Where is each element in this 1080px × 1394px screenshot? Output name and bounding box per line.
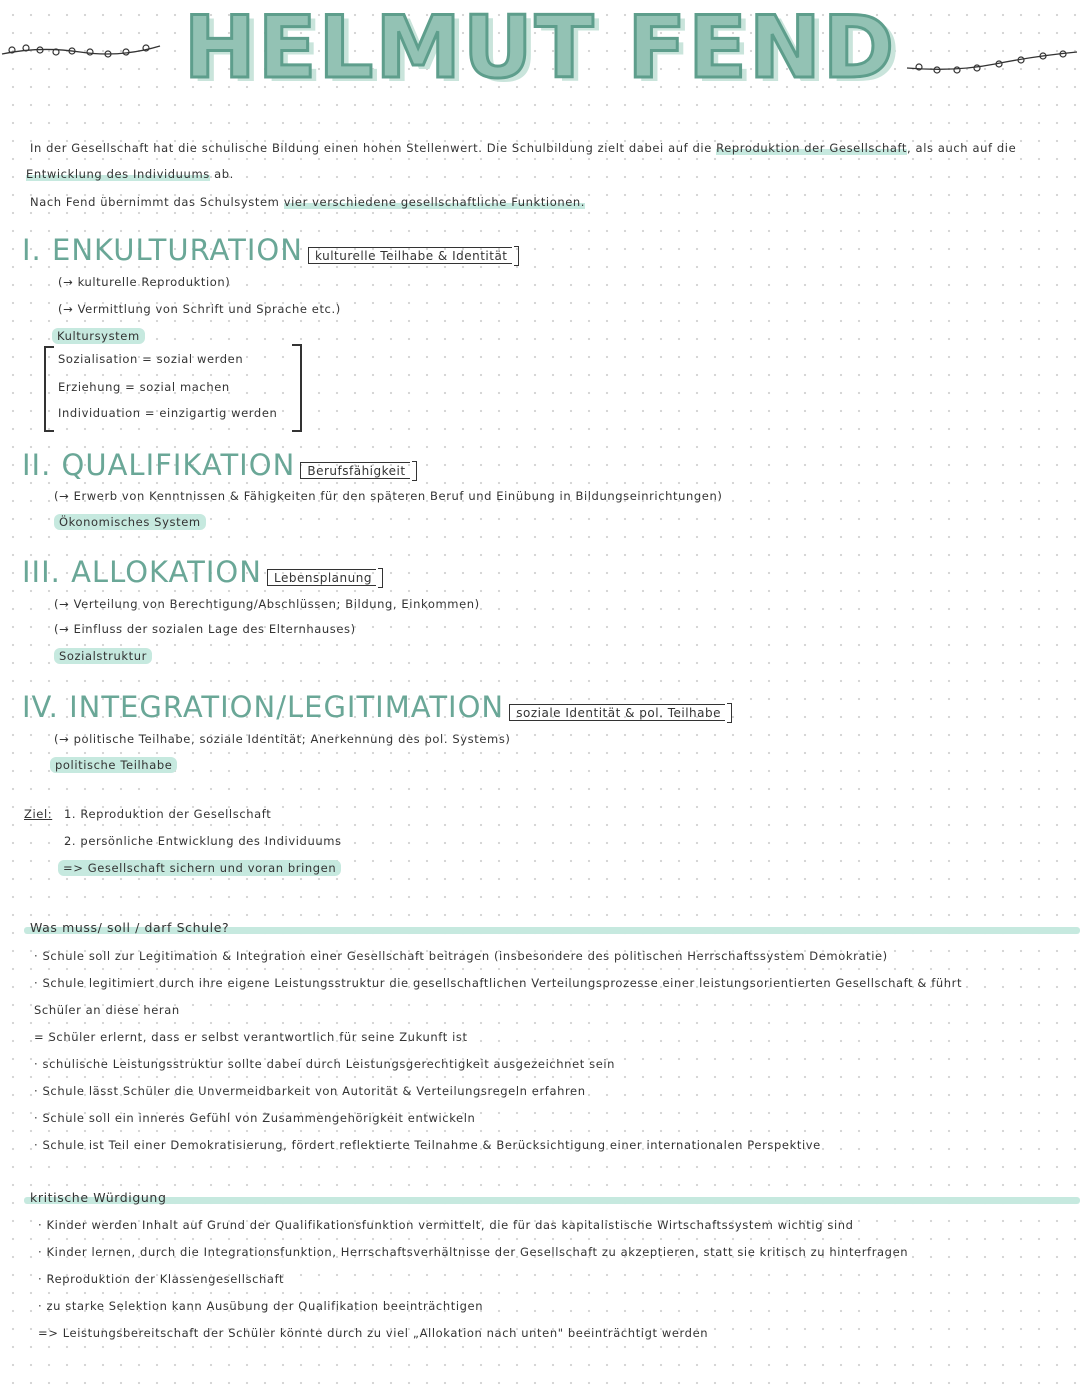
intro-line-2 xyxy=(26,167,234,181)
system-badge: Ökonomisches System xyxy=(54,514,206,530)
list-item: = Schüler erlernt, dass er selbst verantwortlich für seine Zukunft ist xyxy=(34,1030,468,1044)
page-title: HELMUT FEND xyxy=(183,0,897,98)
section-tag: Lebensplanung xyxy=(267,569,376,586)
section-point: (→ Einfluss der sozialen Lage des Elternhauses) xyxy=(54,622,356,636)
section-enkulturation-header xyxy=(22,233,519,267)
list-item: => Leistungsbereitschaft der Schüler könnte durch zu viel „Allokation nach unten" beeinträchtigt werden xyxy=(38,1326,709,1340)
system-badge: Kultursystem xyxy=(52,328,145,344)
intro-line-3 xyxy=(30,195,585,209)
intro-text: In der Gesellschaft hat die schulische Bildung einen hohen Stellenwert. Die Schulbildung zielt dabei auf die xyxy=(30,141,717,155)
list-item: · Schule lässt Schüler die Unvermeidbarkeit von Autorität & Verteilungsregeln erfahren xyxy=(34,1084,586,1098)
section-point: (→ politische Teilhabe, soziale Identität; Anerkennung des pol. Systems) xyxy=(54,732,511,746)
section-allokation-header xyxy=(22,555,383,589)
intro-text: , als auch auf die xyxy=(907,141,1017,155)
list-item: · schulische Leistungsstruktur sollte dabei durch Leistungsgerechtigkeit ausgezeichnet sein xyxy=(34,1057,616,1071)
definition-item: Individuation = einzigartig werden xyxy=(58,406,278,420)
section-point: (→ kulturelle Reproduktion) xyxy=(58,275,231,289)
ziel-result: => Gesellschaft sichern und voran bringen xyxy=(58,860,341,876)
section-heading: II. QUALIFIKATION xyxy=(22,448,296,482)
section-point: (→ Verteilung von Berechtigung/Abschlüssen; Bildung, Einkommen) xyxy=(54,597,480,611)
list-item: · Schule legitimiert durch ihre eigene Leistungsstruktur die gesellschaftlichen Verteilungsprozesse einer leistungsorientierten Gesellschaft & führt xyxy=(34,976,963,990)
list-item: Schüler an diese heran xyxy=(34,1003,180,1017)
list-item: · Schule soll zur Legitimation & Integration einer Gesellschaft beitragen (insbesondere des politischen Herrschaftssystem Demokratie) xyxy=(34,949,888,963)
definition-item: Erziehung = sozial machen xyxy=(58,380,230,394)
intro-line-1 xyxy=(30,141,1016,155)
vine-right-decoration xyxy=(905,40,1080,80)
section-divider xyxy=(24,1197,1080,1204)
intro-highlight: Reproduktion der Gesellschaft xyxy=(716,141,908,155)
section-integration-header xyxy=(22,690,732,724)
intro-highlight: Entwicklung des Individuums xyxy=(26,167,210,181)
section-tag: soziale Identität & pol. Teilhabe xyxy=(509,704,725,721)
list-item: · zu starke Selektion kann Ausübung der Qualifikation beeinträchtigen xyxy=(38,1299,484,1313)
list-item: · Schule ist Teil einer Demokratisierung, fördert reflektierte Teilnahme & Berücksichtigung einer internationalen Perspektive xyxy=(34,1138,821,1152)
list-item: · Kinder lernen, durch die Integrationsfunktion, Herrschaftsverhältnisse der Gesellschaft zu akzeptieren, statt sie kritisch zu hinterfragen xyxy=(38,1245,909,1259)
list-item: · Kinder werden Inhalt auf Grund der Qualifikationsfunktion vermittelt, die für das kapitalistische Wirtschaftssystem wichtig sind xyxy=(38,1218,854,1232)
section-heading: III. ALLOKATION xyxy=(22,555,262,589)
vine-left-decoration xyxy=(0,36,170,66)
ziel-item: 2. persönliche Entwicklung des Individuums xyxy=(64,834,342,848)
section-heading: I. ENKULTURATION xyxy=(22,233,303,267)
system-badge: politische Teilhabe xyxy=(50,757,177,773)
ziel-item: 1. Reproduktion der Gesellschaft xyxy=(64,807,272,821)
section-tag: Berufsfähigkeit xyxy=(300,462,409,479)
intro-highlight: vier verschiedene gesellschaftliche Funktionen. xyxy=(283,195,586,209)
intro-text: ab. xyxy=(209,167,234,181)
section-tag: kulturelle Teilhabe & Identität xyxy=(308,247,511,264)
bracket-left xyxy=(44,346,54,432)
was-schule-heading: Was muss/ soll / darf Schule? xyxy=(30,920,230,935)
section-point: (→ Vermittlung von Schrift und Sprache etc.) xyxy=(58,302,341,316)
section-heading: IV. INTEGRATION/LEGITIMATION xyxy=(22,690,505,724)
bracket-right xyxy=(292,344,302,432)
section-qualifikation-header xyxy=(22,448,417,482)
kritik-heading: kritische Würdigung xyxy=(30,1190,167,1205)
list-item: · Schule soll ein inneres Gefühl von Zusammengehörigkeit entwickeln xyxy=(34,1111,476,1125)
intro-text: Nach Fend übernimmt das Schulsystem xyxy=(30,195,284,209)
list-item: · Reproduktion der Klassengesellschaft xyxy=(38,1272,285,1286)
system-badge: Sozialstruktur xyxy=(54,648,152,664)
section-point: (→ Erwerb von Kenntnissen & Fähigkeiten für den späteren Beruf und Einübung in Bildungseinrichtungen) xyxy=(54,489,723,503)
definition-item: Sozialisation = sozial werden xyxy=(58,352,244,366)
ziel-label: Ziel: xyxy=(24,807,53,821)
